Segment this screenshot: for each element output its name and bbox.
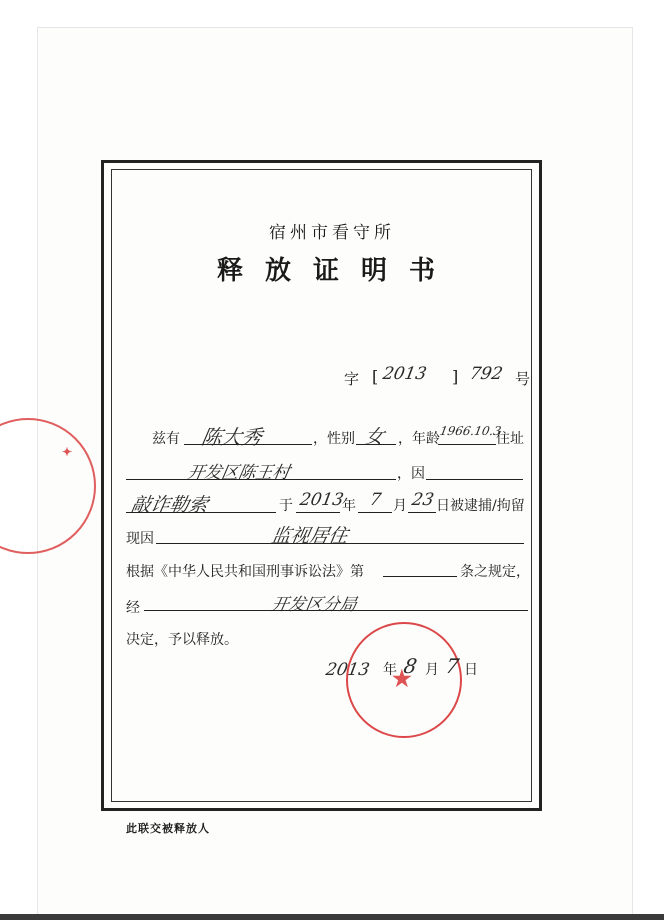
number-serial: 792 xyxy=(468,364,505,384)
arrest-day-label: 日被逮捕/拘留 xyxy=(436,498,525,514)
arrest-year-label: 年 xyxy=(342,498,356,514)
bracket-open: [ xyxy=(372,367,379,386)
law-clause-underline xyxy=(383,576,457,577)
page-bottom-edge xyxy=(0,914,664,920)
footer-note: 此联交被释放人 xyxy=(126,822,210,835)
arrest-reason-underline xyxy=(126,512,276,513)
arrest-day-underline xyxy=(408,512,436,513)
decision-text: 决定，予以释放。 xyxy=(126,632,238,648)
address-label: 住址 xyxy=(496,431,524,447)
issue-year: 2013 xyxy=(324,660,372,680)
person-gender: 女 xyxy=(362,426,386,448)
current-reason-underline xyxy=(156,543,524,544)
arrest-month: 7 xyxy=(368,490,383,510)
person-address: 开发区陈王村 xyxy=(185,463,292,483)
arrest-month-underline xyxy=(358,512,392,513)
arrest-reason: 敲诈勒索 xyxy=(129,494,210,516)
issue-month-label: 月 xyxy=(425,662,439,678)
person-age: 1966.10.3 xyxy=(438,424,503,438)
age-underline xyxy=(438,444,496,445)
age-label: ，年龄 xyxy=(398,431,440,447)
organization-name: 宿州市看守所 xyxy=(269,223,395,243)
current-reason-label: 现因 xyxy=(126,531,154,547)
approval-value: 开发区分局 xyxy=(269,595,359,615)
law-clause-suffix: 条之规定， xyxy=(460,564,530,580)
approval-underline xyxy=(144,610,528,611)
gender-label: ，性别 xyxy=(313,431,355,447)
number-year: 2013 xyxy=(381,364,429,384)
side-seal-mark: ✦ xyxy=(62,445,73,459)
gender-underline xyxy=(356,444,396,445)
law-clause-prefix: 根据《中华人民共和国刑事诉讼法》第 xyxy=(126,564,364,580)
current-reason-value: 监视居住 xyxy=(269,525,350,547)
issue-year-label: 年 xyxy=(383,662,397,678)
approval-label: 经 xyxy=(126,600,140,616)
number-suffix: 号 xyxy=(515,370,531,388)
name-underline xyxy=(184,444,312,445)
arrest-year-underline xyxy=(296,512,340,513)
person-name: 陈大秀 xyxy=(199,425,264,449)
arrest-day: 23 xyxy=(410,490,436,510)
number-prefix: 字 xyxy=(344,370,360,388)
bracket-close: ] xyxy=(452,367,459,386)
intro-label: 兹有 xyxy=(152,431,180,447)
arrest-month-label: 月 xyxy=(393,498,407,514)
reason-label: ，因 xyxy=(397,466,425,482)
issue-day-label: 日 xyxy=(464,662,478,678)
address-underline xyxy=(126,479,396,480)
document-title: 释放证明书 xyxy=(216,256,457,286)
arrest-year: 2013 xyxy=(298,490,346,510)
reason-underline xyxy=(426,479,523,480)
issue-month: 8 xyxy=(401,654,419,678)
official-seal-star: ★ xyxy=(392,666,412,692)
issue-day: 7 xyxy=(443,654,461,678)
arrest-date-prefix: 于 xyxy=(279,498,293,514)
